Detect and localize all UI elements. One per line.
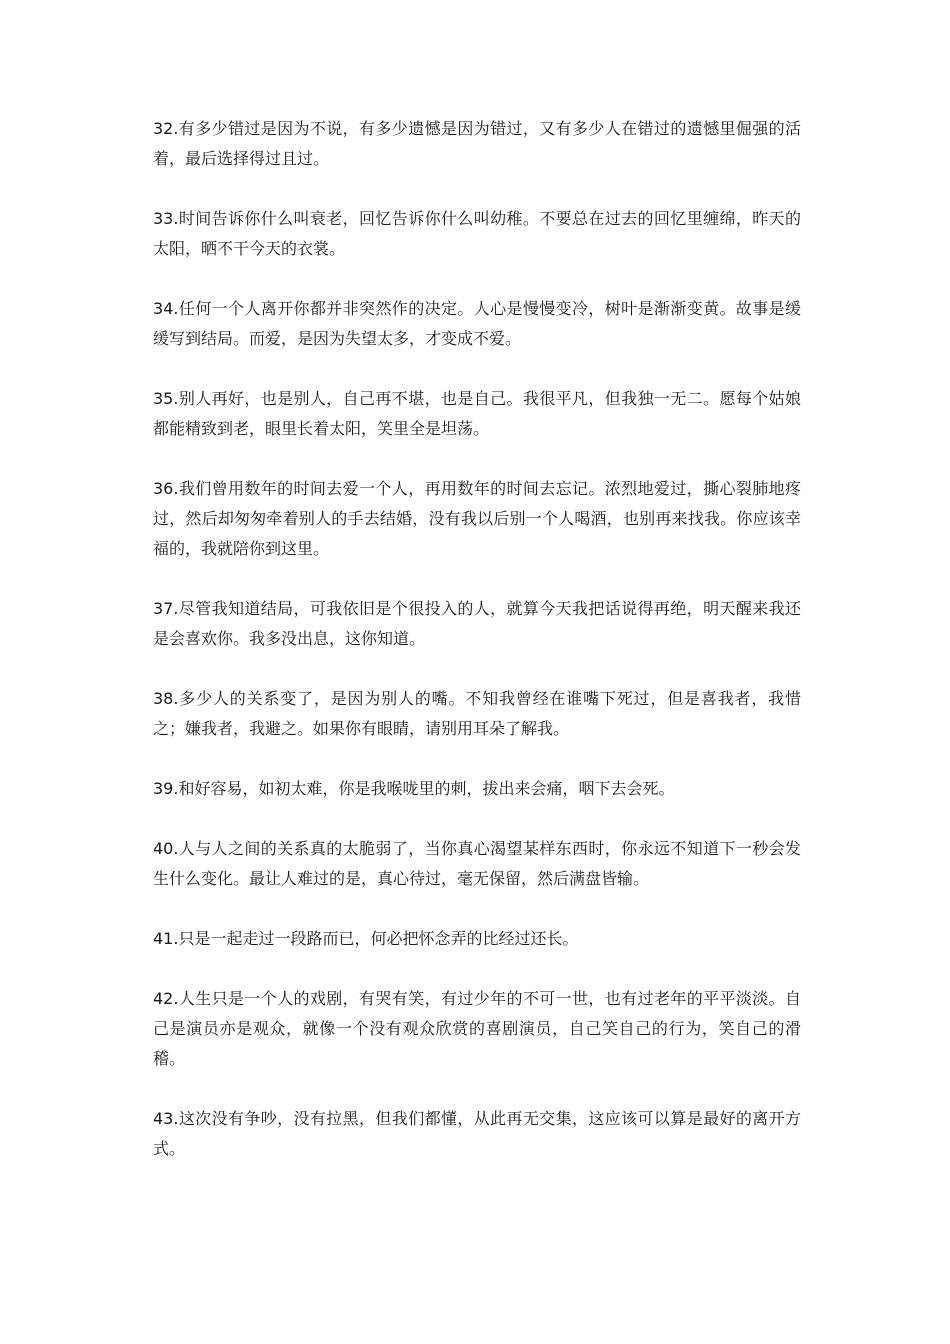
paragraph-40: 40.人与人之间的关系真的太脆弱了，当你真心渴望某样东西时，你永远不知道下一秒会发生什么变化。最让人难过的是，真心待过，毫无保留，然后满盘皆输。 [153, 839, 801, 888]
paragraph-43: 43.这次没有争吵，没有拉黑，但我们都懂，从此再无交集，这应该可以算是最好的离开方式。 [153, 1109, 801, 1158]
paragraph-36: 36.我们曾用数年的时间去爱一个人，再用数年的时间去忘记。浓烈地爱过，撕心裂肺地疼过，然后却匆匆牵着别人的手去结婚，没有我以后别一个人喝酒，也别再来找我。你应该幸福的，我就陪你到这里。 [153, 479, 801, 558]
paragraph-32: 32.有多少错过是因为不说，有多少遗憾是因为错过，又有多少人在错过的遗憾里倔强的活着，最后选择得过且过。 [153, 119, 801, 168]
paragraph-39: 39.和好容易，如初太难，你是我喉咙里的刺，拔出来会痛，咽下去会死。 [153, 779, 675, 798]
paragraph-38: 38.多少人的关系变了，是因为别人的嘴。不知我曾经在谁嘴下死过，但是喜我者，我惜之；嫌我者，我避之。如果你有眼睛，请别用耳朵了解我。 [153, 689, 801, 738]
paragraph-33: 33.时间告诉你什么叫衰老，回忆告诉你什么叫幼稚。不要总在过去的回忆里缠绵，昨天的太阳，晒不干今天的衣裳。 [153, 209, 801, 258]
paragraph-35: 35.别人再好，也是别人，自己再不堪，也是自己。我很平凡，但我独一无二。愿每个姑娘都能精致到老，眼里长着太阳，笑里全是坦荡。 [153, 389, 801, 438]
paragraph-34: 34.任何一个人离开你都并非突然作的决定。人心是慢慢变冷，树叶是渐渐变黄。故事是缓缓写到结局。而爱，是因为失望太多，才变成不爱。 [153, 299, 801, 348]
paragraph-42: 42.人生只是一个人的戏剧，有哭有笑，有过少年的不可一世，也有过老年的平平淡淡。自己是演员亦是观众，就像一个没有观众欣赏的喜剧演员，自己笑自己的行为，笑自己的滑稽。 [153, 989, 801, 1068]
document-body [153, 114, 801, 1194]
paragraph-41: 41.只是一起走过一段路而已，何必把怀念弄的比经过还长。 [153, 929, 579, 948]
paragraph-37: 37.尽管我知道结局，可我依旧是个很投入的人，就算今天我把话说得再绝，明天醒来我还是会喜欢你。我多没出息，这你知道。 [153, 599, 801, 648]
